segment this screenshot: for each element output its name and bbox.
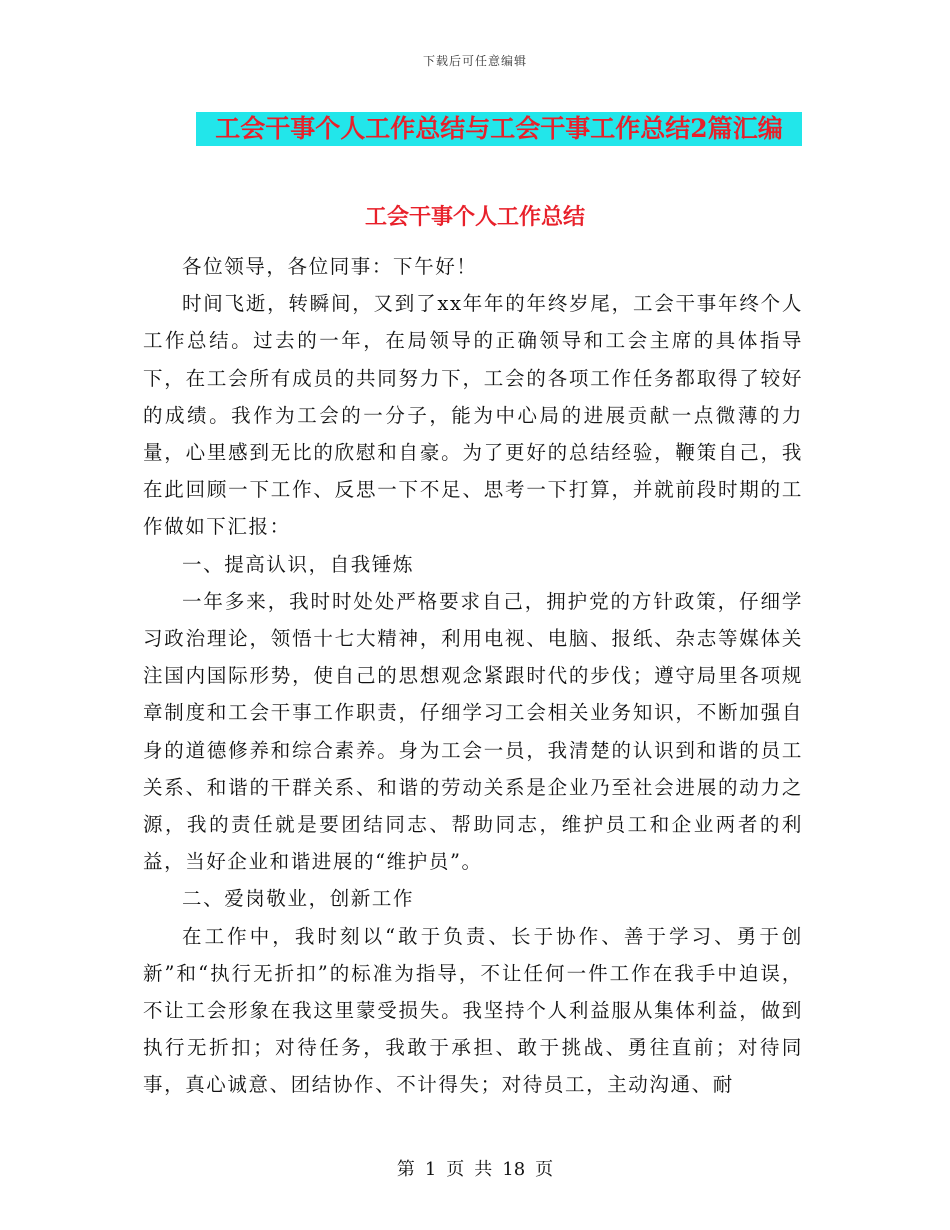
section-title: 工会干事个人工作总结: [364, 204, 585, 230]
heading-two: 二、爱岗敬业，创新工作: [182, 887, 415, 911]
body-text: [143, 248, 803, 1104]
heading-one: 一、提高认识，自我锤炼: [182, 552, 415, 576]
header-note: 下载后可任意编辑: [422, 54, 527, 68]
doc-title: 工会干事个人工作总结与工会干事工作总结2篇汇编: [215, 114, 783, 143]
footer-page-total: 18: [502, 1159, 526, 1180]
paragraph-intro: 时间飞逝，转瞬间，又到了xx年年的年终岁尾，工会干事年终个人工作总结。过去的一年，在局领导的正确领导和工会主席的具体指导下，在工会所有成员的共同努力下，工会的各项工作任务都取得了较好的成绩。我作为工会的一分子，能为中心局的进展贡献一点微薄的力量，心里感到无比的欣慰和自豪。为了更好的总结经验，鞭策自己，我在此回顾一下工作、反思一下不足、思考一下打算，并就前段时期的工作做如下汇报：: [143, 292, 803, 539]
footer-total-prefix: 共: [474, 1159, 493, 1180]
doc-title-highlight: [196, 112, 802, 146]
paragraph-greeting: 各位领导，各位同事：下午好！: [182, 255, 478, 278]
paragraph-two: 在工作中，我时刻以“敢于负责、长于协作、善于学习、勇于创新”和“执行无折扣”的标准为指导，不让任何一件工作在我手中迫误，不让工会形象在我这里蒙受损失。我坚持个人利益服从集体利益，做到执行无折扣；对待任务，我敢于承担、敢于挑战、勇往直前；对待同事，真心诚意、团结协作、不计得失；对待员工，主动沟通、耐: [143, 924, 803, 1097]
page-footer: [0, 1155, 950, 1181]
footer-suffix: 页: [535, 1159, 554, 1180]
paragraph-one: 一年多来，我时时处处严格要求自己，拥护党的方针政策，仔细学习政治理论，领悟十七大精神，利用电视、电脑、报纸、杂志等媒体关注国内国际形势，使自己的思想观念紧跟时代的步伐；遵守局里各项规章制度和工会干事工作职责，仔细学习工会相关业务知识，不断加强自身的道德修养和综合素养。身为工会一员，我清楚的认识到和谐的员工关系、和谐的干群关系、和谐的劳动关系是企业乃至社会进展的动力之源，我的责任就是要团结同志、帮助同志，维护员工和企业两者的利益，当好企业和谐进展的“维护员”。: [143, 589, 803, 874]
footer-prefix: 第: [396, 1159, 415, 1180]
footer-mid: 页: [446, 1159, 465, 1180]
footer-page-current: 1: [424, 1159, 437, 1180]
